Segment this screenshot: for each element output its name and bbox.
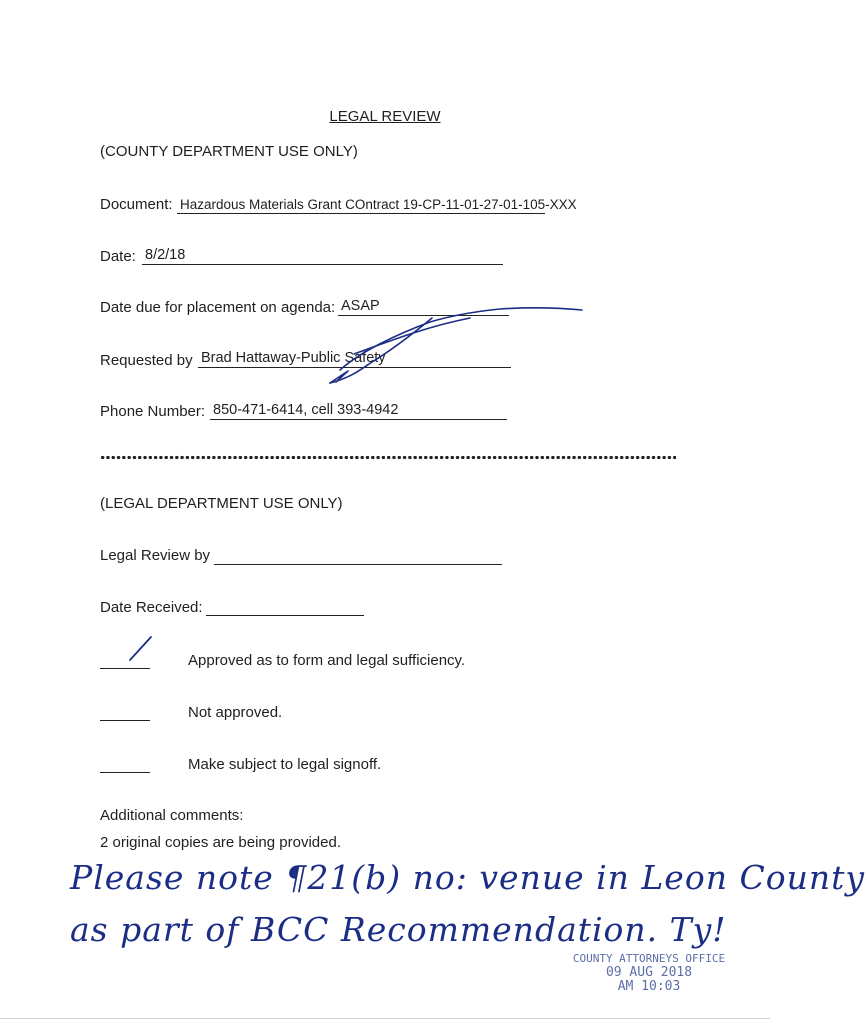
legal-review-label: Legal Review by — [100, 547, 211, 564]
county-section-heading: (COUNTY DEPARTMENT USE ONLY) — [100, 143, 358, 160]
form-title: LEGAL REVIEW — [329, 108, 441, 125]
legal-section-heading: (LEGAL DEPARTMENT USE ONLY) — [100, 495, 343, 512]
requested-by-label: Requested by — [100, 352, 193, 369]
requested-by-field[interactable]: Brad Hattaway-Public Safety — [198, 350, 511, 368]
document-label: Document: — [100, 196, 173, 213]
dotted-separator — [100, 455, 676, 460]
date-received-field[interactable] — [206, 614, 364, 616]
comments-label: Additional comments: — [100, 807, 244, 824]
document-field[interactable]: Hazardous Materials Grant COntract 19-CP-11-01-27-01-105-XXX — [177, 196, 545, 214]
date-field[interactable]: 8/2/18 — [142, 247, 503, 265]
date-received-label: Date Received: — [100, 599, 203, 616]
stamp-date: 09 AUG 2018 — [605, 965, 693, 980]
stamp-office: COUNTY ATTORNEYS OFFICE — [572, 952, 726, 965]
handwritten-note-line-2: as part of BCC Recommendation. Ty! — [70, 910, 727, 949]
due-date-label: Date due for placement on agenda: — [100, 299, 336, 316]
signature-scribble — [330, 308, 582, 383]
legal-signoff-option-label: Make subject to legal signoff. — [188, 756, 382, 773]
not-approved-checkbox-line[interactable] — [100, 719, 150, 721]
scan-edge — [0, 1018, 770, 1019]
date-label: Date: — [100, 248, 136, 265]
legal-signoff-checkbox-line[interactable] — [100, 771, 150, 773]
legal-review-field[interactable] — [214, 563, 502, 565]
handwritten-note-line-1: Please note ¶21(b) no: venue in Leon County — [70, 858, 865, 897]
phone-field[interactable]: 850-471-6414, cell 393-4942 — [210, 402, 507, 420]
approved-option-label: Approved as to form and legal sufficiency. — [188, 652, 466, 669]
stamp-time: AM 10:03 — [617, 979, 681, 994]
approved-checkbox-line[interactable] — [100, 667, 150, 669]
phone-label: Phone Number: — [100, 403, 206, 420]
due-date-field[interactable]: ASAP — [338, 298, 509, 316]
not-approved-option-label: Not approved. — [188, 704, 283, 721]
approved-check-mark — [130, 637, 151, 660]
received-stamp — [564, 952, 734, 994]
comments-text: 2 original copies are being provided. — [100, 834, 341, 851]
